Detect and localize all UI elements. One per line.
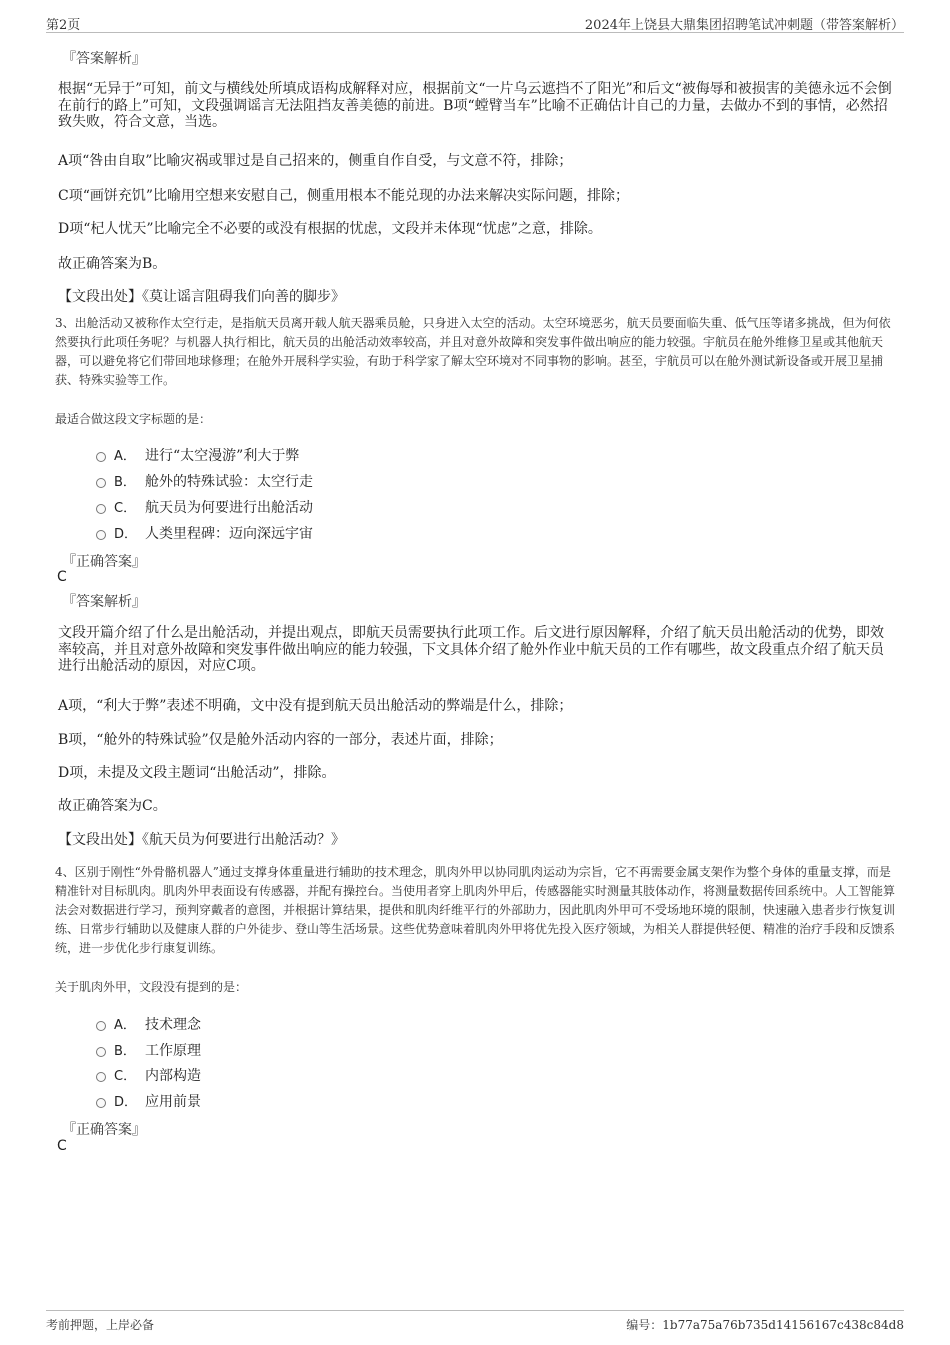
correct-answer: C (57, 1138, 67, 1154)
radio-icon[interactable] (96, 1021, 106, 1031)
analysis-option-c: C项“画饼充饥”比喻用空想来安慰自己，侧重用根本不能兑现的办法来解决实际问题，排除； (58, 188, 630, 204)
analysis-paragraph: 文段开篇介绍了什么是出舱活动，并提出观点，即航天员需要执行此项工作。后文进行原因解释，介绍了航天员出舱活动的优势，即效率较高，并且对意外故障和突发事件做出响应的能力较强，下文具体介绍了舱外作业中航天员的工作有哪些，故文段重点介绍了航天员进行出舱活动的原因，对应C项。 (58, 625, 884, 674)
radio-icon[interactable] (96, 1072, 106, 1082)
footer-slogan: 考前押题，上岸必备 (46, 1318, 155, 1332)
correct-answer-label: 『正确答案』 (62, 554, 146, 570)
passage-source: 【文段出处】《航天员为何要进行出舱活动？》 (58, 832, 345, 848)
analysis-label: 『答案解析』 (62, 594, 146, 610)
analysis-option-b: B项，“舱外的特殊试验”仅是舱外活动内容的一部分，表述片面，排除； (58, 732, 503, 748)
analysis-conclusion: 故正确答案为C。 (58, 798, 167, 814)
analysis-label: 『答案解析』 (62, 51, 146, 67)
radio-icon[interactable] (96, 1098, 106, 1108)
question-4-stem: 关于肌肉外甲，文段没有提到的是： (55, 980, 248, 994)
correct-answer: C (57, 569, 67, 585)
analysis-paragraph: 根据“无异于”可知，前文与横线处所填成语构成解释对应，根据前文“一片乌云遮挡不了阳光”和后文“被侮辱和被损害的美德永远不会倒在前行的路上”可知，文段强调谣言无法阻挡友善美德的前进。B项“螳臂当车”比喻不正确估计自己的力量，去做办不到的事情，必然招致失败，符合文意，当选。 (58, 81, 892, 130)
radio-icon[interactable] (96, 1047, 106, 1057)
radio-icon[interactable] (96, 530, 106, 540)
page-header (46, 14, 904, 33)
analysis-option-d: D项，未提及文段主题词“出舱活动”，排除。 (58, 765, 336, 781)
question-4-passage: 4、区别于刚性“外骨骼机器人”通过支撑身体重量进行辅助的技术理念，肌肉外甲以协同肌肉运动为宗旨，它不再需要金属支架作为整个身体的重量支撑，而是精准针对目标肌肉。肌肉外甲表面设有传感器，并配有操控台。当使用者穿上肌肉外甲后，传感器能实时测量其肢体动作，将测量数据传回系统中。人工智能算法会对数据进行学习，预判穿戴者的意图，并根据计算结果，提供和肌肉纤维平行的外部助力，因此肌肉外甲可不受场地环境的限制，快速融入患者步行恢复训练、日常步行辅助以及健康人群的户外徒步、登山等生活场景。这些优势意味着肌肉外甲将优先投入医疗领域，为相关人群提供轻便、精准的治疗手段和反馈系统，进一步优化步行康复训练。 (55, 865, 896, 955)
question-3-passage: 3、出舱活动又被称作太空行走，是指航天员离开载人航天器乘员舱，只身进入太空的活动。太空环境恶劣，航天员要面临失重、低气压等诸多挑战，但为何依然要执行此项任务呢？与机器人执行相比，航天员的出舱活动效率较高，并且对意外故障和突发事件做出响应的能力较强。宇航员在舱外维修卫星或其他航天器，可以避免将它们带回地球修理；在舱外开展科学实验，有助于科学家了解太空环境对不同事物的影响。甚至，宇航员可以在舱外测试新设备或开展卫星捕获、特殊实验等工作。 (55, 316, 891, 387)
document-id: 编号：1b77a75a76b735d14156167c438c84d8 (626, 1318, 904, 1332)
radio-icon[interactable] (96, 504, 106, 514)
correct-answer-label: 『正确答案』 (62, 1122, 146, 1138)
passage-source: 【文段出处】《莫让谣言阻碍我们向善的脚步》 (58, 289, 345, 305)
analysis-conclusion: 故正确答案为B。 (58, 256, 167, 272)
radio-icon[interactable] (96, 478, 106, 488)
question-3-stem: 最适合做这段文字标题的是： (55, 412, 212, 426)
page-number: 第2页 (46, 18, 81, 33)
analysis-option-d: D项“杞人忧天”比喻完全不必要的或没有根据的忧虑，文段并未体现“忧虑”之意，排除。 (58, 221, 602, 237)
document-title: 2024年上饶县大鼎集团招聘笔试冲刺题（带答案解析） (584, 18, 904, 33)
analysis-option-a: A项“咎由自取”比喻灾祸或罪过是自己招来的，侧重自作自受，与文意不符，排除； (58, 153, 573, 169)
analysis-option-a: A项，“利大于弊”表述不明确，文中没有提到航天员出舱活动的弊端是什么，排除； (58, 698, 573, 714)
page-footer (46, 1310, 904, 1335)
radio-icon[interactable] (96, 452, 106, 462)
